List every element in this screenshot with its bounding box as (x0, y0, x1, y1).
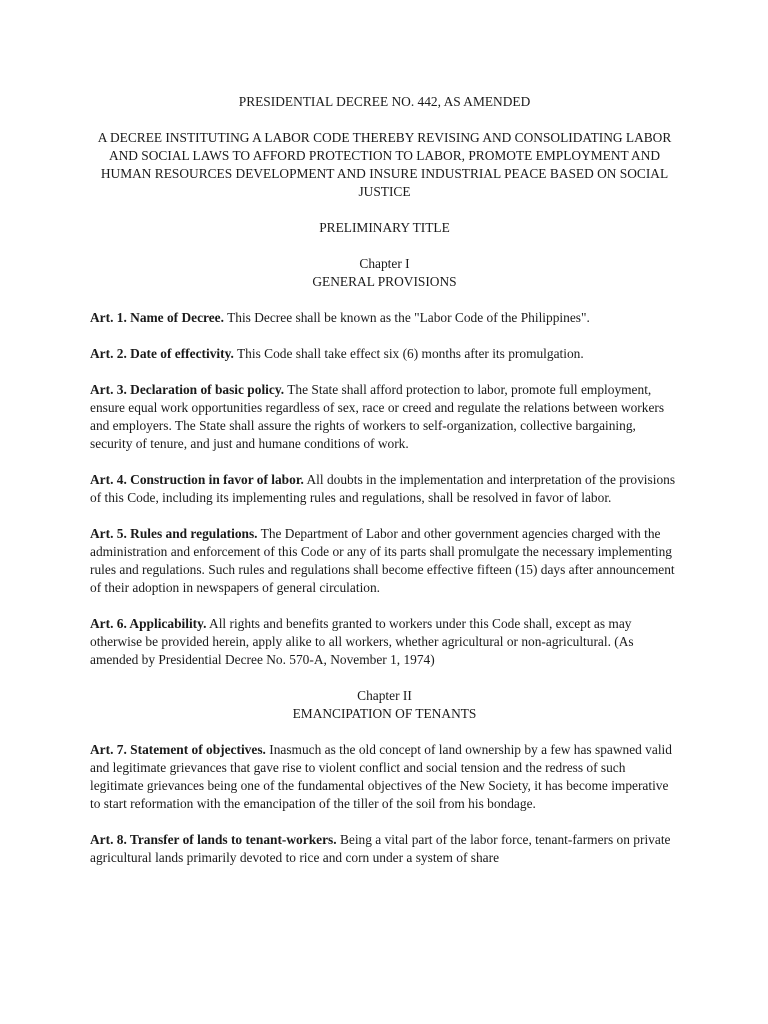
article-heading: Art. 6. Applicability. (90, 616, 207, 631)
article-heading: Art. 1. Name of Decree. (90, 310, 224, 325)
article-text: This Decree shall be known as the "Labor Code of the Philippines". (223, 310, 590, 325)
chapter-name: EMANCIPATION OF TENANTS (292, 706, 477, 721)
chapter-number: Chapter II (357, 688, 412, 703)
article-2 (90, 345, 679, 363)
article-heading: Art. 5. Rules and regulations. (90, 526, 258, 541)
article-text: This Code shall take effect six (6) months after its promulgation. (233, 346, 584, 361)
article-heading: Art. 8. Transfer of lands to tenant-workers. (90, 832, 337, 847)
chapter-1 (90, 255, 679, 669)
chapter-2 (90, 687, 679, 867)
article-text: Being a vital part of the labor force, tenant-farmers on private agricultural lands primarily devoted to rice and corn under a system of share (90, 832, 671, 865)
document-title: PRESIDENTIAL DECREE NO. 442, AS AMENDED (238, 94, 531, 109)
article-heading: Art. 4. Construction in favor of labor. (90, 472, 304, 487)
article-7 (90, 741, 679, 813)
article-5 (90, 525, 679, 597)
article-text: The State shall afford protection to labor, promote full employment, ensure equal work opportunities regardless of sex, race or creed and regulate the relations between workers and employers. The State shall assure the rights of workers to self-organization, collective bargaining, security of tenure, and just and humane conditions of work. (90, 382, 665, 451)
article-text: The Department of Labor and other government agencies charged with the administration and enforcement of this Code or any of its parts shall promulgate the necessary implementing rules and regulations. Such rules and regulations shall become effective fifteen (15) days after announcement of their adoption in newspapers of general circulation. (90, 526, 675, 595)
article-heading: Art. 3. Declaration of basic policy. (90, 382, 285, 397)
article-6 (90, 615, 679, 669)
article-8 (90, 831, 679, 867)
chapter-name: GENERAL PROVISIONS (312, 274, 457, 289)
article-3 (90, 381, 679, 453)
preliminary-title: PRELIMINARY TITLE (319, 220, 450, 235)
article-4 (90, 471, 679, 507)
article-text: All rights and benefits granted to workers under this Code shall, except as may otherwise be provided herein, apply alike to all workers, whether agricultural or non-agricultural. (As amended by Presidential Decree No. 570-A, November 1, 1974) (90, 616, 634, 667)
chapter-number: Chapter I (359, 256, 410, 271)
article-1 (90, 309, 679, 327)
article-text: All doubts in the implementation and interpretation of the provisions of this Code, including its implementing rules and regulations, shall be resolved in favor of labor. (90, 472, 676, 505)
document-subtitle: A DECREE INSTITUTING A LABOR CODE THEREBY REVISING AND CONSOLIDATING LABOR AND SOCIAL LAWS TO AFFORD PROTECTION TO LABOR, PROMOTE EMPLOYMENT AND HUMAN RESOURCES DEVELOPMENT AND INSURE INDUSTRIAL PEACE BASED ON SOCIAL JUSTICE (97, 130, 672, 199)
article-heading: Art. 2. Date of effectivity. (90, 346, 234, 361)
article-heading: Art. 7. Statement of objectives. (90, 742, 266, 757)
article-text: Inasmuch as the old concept of land ownership by a few has spawned valid and legitimate grievances that gave rise to violent conflict and social tension and the redress of such legitimate grievances being one of the fundamental objectives of the New Society, it has become imperative to start reformation with the emancipation of the tiller of the soil from his bondage. (90, 742, 672, 811)
